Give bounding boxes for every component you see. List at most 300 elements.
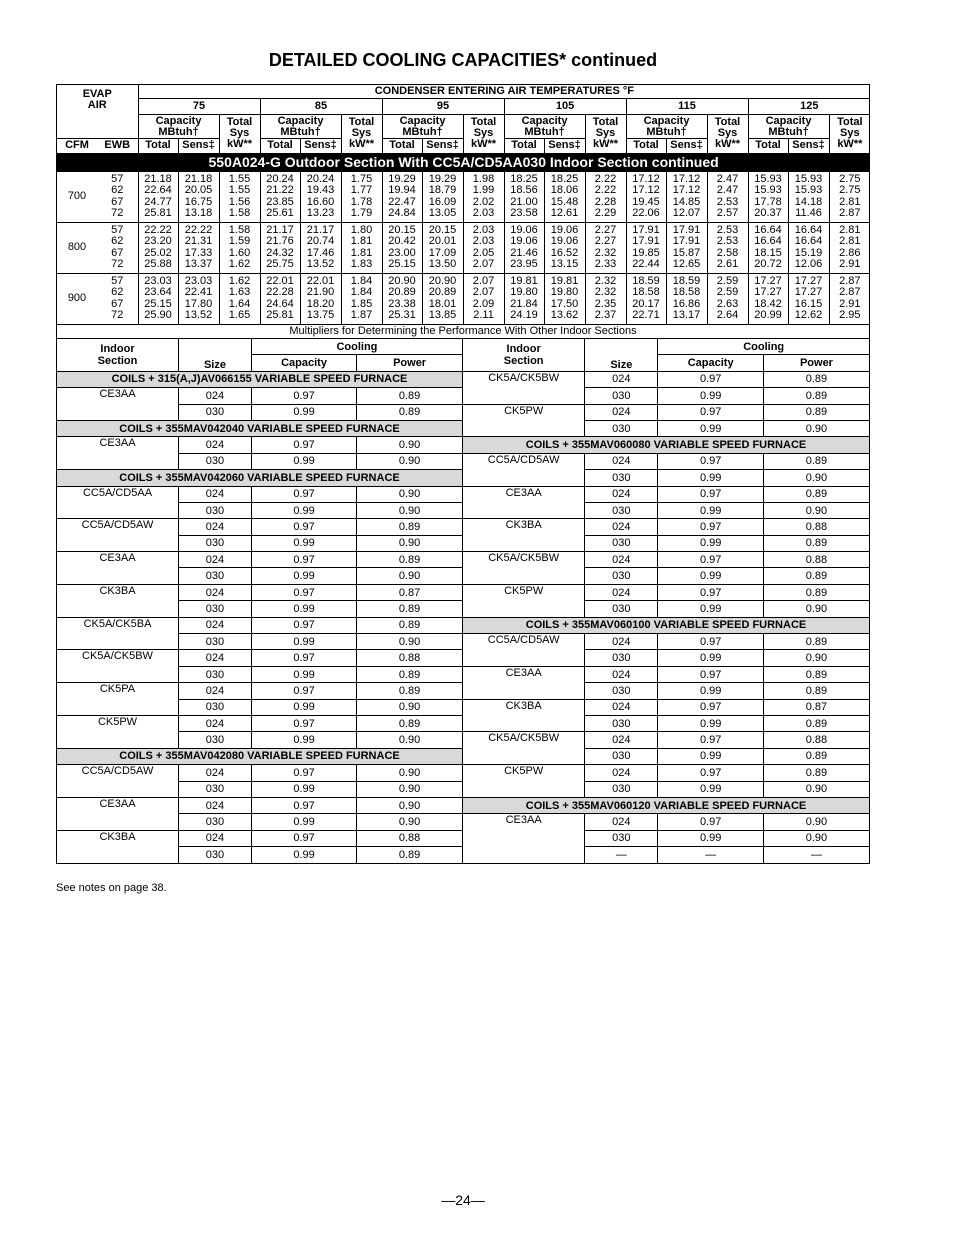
multiplier-size: 024: [179, 486, 252, 502]
power-subheader: Power: [763, 355, 869, 371]
indoor-section-name: CK5A/CK5BW: [463, 371, 585, 387]
capacity-value: 17.12: [672, 172, 701, 185]
capacity-value: 13.05: [428, 206, 457, 219]
multiplier-size: 024: [179, 830, 252, 846]
capacity-value: 2.95: [839, 309, 861, 322]
capacity-value: 2.91: [839, 257, 861, 270]
multiplier-cap: 0.99: [658, 535, 764, 551]
multiplier-row: [463, 715, 869, 731]
cfm-header-spacer: [57, 115, 138, 139]
indoor-section-name: [463, 601, 585, 617]
multiplier-cap: 0.99: [658, 388, 764, 404]
multiplier-cap: 0.99: [251, 535, 356, 551]
capacity-value: 16.64: [754, 235, 782, 248]
multiplier-cap: 0.97: [658, 584, 764, 600]
indoor-section-name: [463, 830, 585, 846]
multiplier-size: 030: [179, 699, 252, 715]
multiplier-pow: 0.89: [763, 453, 869, 469]
multiplier-row: [57, 568, 462, 584]
multiplier-row: [57, 797, 462, 813]
mbtuh-label: MBtuh†: [768, 125, 809, 138]
ewb-values: [97, 273, 138, 324]
multiplier-cap: 0.99: [658, 568, 764, 584]
air-label: AIR: [87, 98, 107, 111]
temp-header: 115: [626, 99, 748, 115]
multiplier-row: [463, 765, 869, 781]
capacity-header: [504, 115, 585, 139]
capacity-value: 1.58: [228, 206, 251, 219]
indoor-section-name: CK5A/CK5BW: [463, 552, 585, 568]
ewb-value: 62: [111, 235, 124, 248]
capacity-cell: [788, 273, 829, 324]
multiplier-pow: 0.88: [763, 519, 869, 535]
capacity-value: 2.86: [839, 246, 861, 259]
indoor-section-name: [57, 502, 179, 518]
capacity-cell: [829, 222, 870, 273]
multiplier-pow: 0.90: [357, 568, 462, 584]
multiplier-cap: 0.97: [658, 666, 764, 682]
multiplier-size: 030: [585, 601, 658, 617]
capacity-value: 13.15: [550, 257, 579, 270]
capacity-label: Capacity: [399, 114, 446, 127]
capacity-cell: [463, 273, 504, 324]
capacity-value: 13.52: [306, 257, 335, 270]
sens-header: Sens‡: [422, 139, 463, 153]
capacity-value: 2.22: [594, 172, 617, 185]
multiplier-size: 030: [585, 388, 658, 404]
capacity-cell: [666, 171, 707, 222]
capacity-value: 2.87: [839, 286, 861, 299]
capacity-value: 1.65: [228, 309, 251, 322]
multiplier-pow: 0.87: [763, 699, 869, 715]
indoor-section-name: [57, 535, 179, 551]
evap-air-header: [57, 85, 138, 115]
multiplier-pow: 0.89: [357, 683, 462, 699]
multiplier-cap: 0.97: [251, 486, 356, 502]
multiplier-size: 024: [585, 732, 658, 748]
multiplier-cap: 0.99: [251, 404, 356, 420]
capacity-value: 22.64: [144, 184, 172, 197]
total-sys-label: Total: [470, 116, 497, 129]
capacity-value: 1.62: [228, 257, 251, 270]
indoor-section-name: CK5PW: [57, 715, 179, 731]
multiplier-cap: 0.97: [251, 584, 356, 600]
capacity-value: 1.64: [228, 297, 251, 310]
multiplier-row: [463, 568, 869, 584]
indoor-section-name: CC5A/CD5AW: [463, 634, 585, 650]
capacity-value: 11.46: [795, 206, 822, 219]
multiplier-cap: 0.97: [251, 797, 356, 813]
multiplier-cap: 0.99: [251, 699, 356, 715]
capacity-value: 19.85: [632, 246, 660, 259]
multiplier-pow: 0.90: [357, 535, 462, 551]
multiplier-pow: 0.89: [763, 404, 869, 420]
multiplier-size: 024: [179, 797, 252, 813]
capacity-value: 2.37: [594, 309, 617, 322]
multiplier-cap: 0.99: [658, 748, 764, 764]
capacity-value: 2.03: [472, 206, 495, 219]
capacity-value: 1.60: [228, 246, 251, 259]
capacity-value: 24.19: [510, 309, 538, 322]
capacity-cell: [138, 171, 178, 222]
total-header: Total: [504, 139, 544, 153]
capacity-cell: [260, 273, 300, 324]
page-title: DETAILED COOLING CAPACITIES* continued: [268, 50, 658, 70]
indoor-section-name: CE3AA: [57, 552, 179, 568]
indoor-section-name: [463, 748, 585, 764]
capacity-value: 19.06: [550, 223, 579, 236]
multiplier-row: [57, 666, 462, 682]
multiplier-cap: 0.99: [251, 814, 356, 830]
multiplier-pow: 0.90: [763, 650, 869, 666]
capacity-value: 2.11: [473, 309, 494, 322]
multiplier-cap: 0.99: [251, 847, 356, 863]
capacity-value: 20.15: [428, 223, 457, 236]
multiplier-pow: 0.89: [357, 552, 462, 568]
capacity-subheader: Capacity: [658, 355, 764, 371]
capacity-value: 24.32: [266, 246, 294, 259]
multiplier-pow: 0.87: [357, 584, 462, 600]
multiplier-size: 030: [179, 453, 252, 469]
capacity-value: 1.56: [228, 195, 251, 208]
capacity-value: 23.95: [510, 257, 538, 270]
capacity-value: 18.59: [632, 275, 660, 288]
multiplier-pow: 0.88: [357, 830, 462, 846]
capacity-value: 1.55: [228, 172, 251, 185]
capacity-value: 14.18: [794, 195, 823, 208]
total-sys-label: kW**: [348, 138, 375, 151]
capacity-value: 22.22: [184, 223, 213, 236]
total-sys-label: kW**: [226, 138, 253, 151]
ewb-values: [97, 171, 138, 222]
capacity-cell: [382, 171, 422, 222]
multiplier-size: 030: [585, 650, 658, 666]
ewb-value: 67: [111, 195, 124, 208]
multiplier-row: [463, 650, 869, 666]
multiplier-size: 030: [179, 502, 252, 518]
power-subheader: Power: [357, 355, 462, 371]
multiplier-cap: —: [658, 847, 764, 863]
capacity-value: 20.17: [632, 297, 660, 310]
multiplier-cap: 0.97: [658, 404, 764, 420]
mbtuh-label: MBtuh†: [524, 125, 565, 138]
indoor-section-name: [463, 535, 585, 551]
capacity-cell: [138, 222, 178, 273]
multiplier-pow: 0.89: [357, 519, 462, 535]
multiplier-row: [463, 584, 869, 600]
multiplier-cap: 0.99: [251, 568, 356, 584]
capacity-cell: [422, 222, 463, 273]
capacity-value: 16.60: [306, 195, 335, 208]
cooling-header: Cooling: [336, 340, 378, 353]
section-banner-row: [57, 153, 870, 172]
capacity-header: [748, 115, 829, 139]
capacity-value: 2.81: [839, 223, 861, 236]
capacity-value: 1.75: [350, 172, 373, 185]
multiplier-size: 024: [179, 552, 252, 568]
multiplier-row: [463, 634, 869, 650]
multiplier-cap: 0.97: [658, 371, 764, 387]
multiplier-row: [57, 617, 462, 633]
multiplier-cap: 0.97: [658, 453, 764, 469]
capacity-value: 18.01: [428, 297, 457, 310]
capacity-cell: [178, 171, 219, 222]
capacity-value: 15.48: [550, 195, 579, 208]
multiplier-row: [57, 535, 462, 551]
indoor-section-name: CE3AA: [57, 797, 179, 813]
capacity-value: 23.85: [266, 195, 294, 208]
capacity-value: 24.64: [266, 297, 294, 310]
multiplier-table-left: [57, 339, 463, 863]
multiplier-pow: 0.89: [357, 666, 462, 682]
capacity-value: 24.77: [144, 195, 172, 208]
capacity-cell: [626, 171, 666, 222]
capacity-value: 21.00: [510, 195, 538, 208]
multiplier-row: [463, 388, 869, 404]
multiplier-pow: 0.89: [763, 388, 869, 404]
ewb-value: 72: [111, 206, 124, 219]
capacity-cell: [748, 222, 788, 273]
capacity-cell: [300, 171, 341, 222]
capacity-value: 16.75: [184, 195, 213, 208]
capacity-value: 22.28: [266, 286, 294, 299]
capacity-value: 23.20: [144, 235, 172, 248]
capacity-label: Capacity: [765, 114, 812, 127]
capacity-value: 21.76: [266, 235, 294, 248]
multiplier-row: [57, 847, 462, 863]
multiplier-row: [57, 502, 462, 518]
capacity-value: 12.06: [794, 257, 823, 270]
size-header: [179, 339, 252, 371]
furnace-section-label: COILS + 355MAV060120 VARIABLE SPEED FURNACE: [463, 797, 869, 813]
total-sys-kw-header: [463, 115, 504, 153]
capacity-cell: [219, 171, 260, 222]
total-header: Total: [748, 139, 788, 153]
multiplier-cap: 0.97: [658, 486, 764, 502]
capacity-cell: [504, 273, 544, 324]
multiplier-row: [463, 404, 869, 420]
capacity-label: Capacity: [277, 114, 324, 127]
multiplier-pow: 0.89: [357, 404, 462, 420]
total-sys-label: Total: [226, 116, 253, 129]
multiplier-row: [463, 814, 869, 830]
capacity-header: [626, 115, 707, 139]
multiplier-size: 024: [585, 552, 658, 568]
capacity-value: 1.79: [350, 206, 373, 219]
capacity-value: 19.80: [510, 286, 538, 299]
indoor-section-name: CK5PA: [57, 683, 179, 699]
capacity-value: 15.93: [794, 172, 823, 185]
multiplier-pow: 0.90: [763, 420, 869, 436]
multiplier-size: 024: [585, 814, 658, 830]
ewb-value: 72: [111, 309, 124, 322]
ewb-value: 57: [111, 223, 124, 236]
capacity-value: 17.12: [632, 172, 660, 185]
capacity-cell: [422, 273, 463, 324]
capacity-cell: [748, 171, 788, 222]
capacity-value: 16.09: [428, 195, 457, 208]
multiplier-pow: 0.89: [763, 584, 869, 600]
capacity-header: [260, 115, 341, 139]
indoor-section-name: CK5A/CK5BW: [463, 732, 585, 748]
ewb-value: 67: [111, 246, 124, 259]
capacity-value: 2.32: [594, 246, 617, 259]
capacity-value: 1.63: [228, 286, 251, 299]
capacity-value: 2.63: [716, 297, 739, 310]
condenser-header: CONDENSER ENTERING AIR TEMPERATURES °F: [138, 85, 870, 99]
sens-header: Sens‡: [178, 139, 219, 153]
capacity-value: 2.09: [472, 297, 495, 310]
capacity-value: 25.31: [388, 309, 416, 322]
capacity-table-box: [56, 84, 870, 864]
total-sys-label: Sys: [595, 127, 616, 140]
indoor-section-name: [463, 715, 585, 731]
multiplier-size: 024: [179, 584, 252, 600]
multiplier-cap: 0.97: [658, 519, 764, 535]
capacity-value: 25.88: [144, 257, 172, 270]
total-header: Total: [626, 139, 666, 153]
capacity-value: 22.01: [266, 275, 294, 288]
capacity-value: 20.24: [266, 172, 294, 185]
capacity-header: [138, 115, 219, 139]
capacity-value: 25.90: [144, 309, 172, 322]
multiplier-pow: 0.90: [763, 830, 869, 846]
capacity-value: 18.20: [306, 297, 335, 310]
capacity-cell: [626, 222, 666, 273]
capacity-value: 17.50: [550, 297, 579, 310]
multiplier-pow: 0.89: [763, 634, 869, 650]
capacity-value: 15.93: [794, 184, 823, 197]
capacity-value: 15.87: [672, 246, 701, 259]
multiplier-tables: [57, 339, 869, 863]
multiplier-cap: 0.99: [658, 830, 764, 846]
capacity-subheader: Capacity: [251, 355, 356, 371]
multiplier-cap: 0.97: [251, 830, 356, 846]
capacity-value: 19.81: [550, 275, 579, 288]
multiplier-row: [57, 552, 462, 568]
multiplier-cap: 0.97: [251, 519, 356, 535]
indoor-section-name: CK5PW: [463, 404, 585, 420]
indoor-section-name: CE3AA: [57, 388, 179, 404]
capacity-value: 25.02: [144, 246, 172, 259]
capacity-value: 25.81: [144, 206, 172, 219]
capacity-label: Capacity: [521, 114, 568, 127]
capacity-value: 1.84: [350, 286, 373, 299]
multiplier-cap: 0.99: [658, 420, 764, 436]
multiplier-pow: 0.90: [763, 601, 869, 617]
multiplier-size: 030: [585, 715, 658, 731]
multiplier-pow: 0.90: [357, 453, 462, 469]
multiplier-row: [463, 830, 869, 846]
indoor-section-name: [57, 453, 179, 469]
indoor-section-name: CE3AA: [463, 814, 585, 830]
capacity-value: 12.62: [794, 309, 823, 322]
capacity-value: 18.58: [632, 286, 660, 299]
furnace-section-row: [57, 470, 462, 486]
capacity-value: 1.80: [350, 223, 373, 236]
sens-header: Sens‡: [300, 139, 341, 153]
capacity-value: 19.29: [428, 172, 457, 185]
capacity-cell: [585, 171, 626, 222]
total-sys-label: Total: [837, 116, 863, 129]
capacity-value: 12.65: [672, 257, 701, 270]
capacity-value: 2.47: [716, 172, 739, 185]
total-sys-label: Sys: [229, 127, 250, 140]
capacity-value: 25.15: [144, 297, 172, 310]
indoor-section-name: [463, 470, 585, 486]
capacity-value: 19.43: [306, 184, 335, 197]
capacity-cell: [504, 222, 544, 273]
capacity-value: 15.93: [754, 184, 782, 197]
capacity-value: 2.27: [594, 235, 617, 248]
indoor-section-name: [57, 781, 179, 797]
furnace-section-row: [57, 420, 462, 436]
capacity-cell: [788, 171, 829, 222]
multiplier-size: 024: [179, 388, 252, 404]
capacity-cell: [341, 273, 382, 324]
multiplier-row: [463, 683, 869, 699]
furnace-section-label: COILS + 355MAV060080 VARIABLE SPEED FURNACE: [463, 437, 869, 453]
capacity-value: 2.64: [716, 309, 739, 322]
capacity-value: 20.15: [388, 223, 416, 236]
capacity-value: 2.47: [716, 184, 739, 197]
capacity-table: [57, 85, 870, 324]
capacity-value: 1.77: [350, 184, 373, 197]
capacity-value: 17.27: [754, 286, 782, 299]
capacity-value: 25.61: [266, 206, 294, 219]
capacity-cell: [707, 273, 748, 324]
capacity-cell: [626, 273, 666, 324]
indoor-section-name: CC5A/CD5AA: [57, 486, 179, 502]
cooling-header: Cooling: [743, 340, 785, 353]
indoor-section-name: [463, 683, 585, 699]
multiplier-row: [463, 420, 869, 436]
capacity-value: 23.64: [144, 286, 172, 299]
indoor-section-name: [57, 699, 179, 715]
multiplier-pow: 0.88: [763, 552, 869, 568]
capacity-value: 17.46: [306, 246, 335, 259]
capacity-value: 2.07: [472, 286, 495, 299]
multiplier-pow: 0.88: [763, 732, 869, 748]
capacity-value: 2.53: [716, 235, 739, 248]
capacity-value: 2.03: [472, 235, 495, 248]
capacity-value: 19.06: [550, 235, 579, 248]
indoor-section-name: [57, 601, 179, 617]
multiplier-pow: 0.89: [357, 388, 462, 404]
capacity-value: 24.84: [388, 206, 416, 219]
multiplier-row: [463, 552, 869, 568]
size-label: Size: [203, 358, 226, 371]
capacity-value: 22.41: [184, 286, 213, 299]
capacity-cell: [666, 273, 707, 324]
multiplier-pow: 0.90: [357, 732, 462, 748]
indoor-label: Indoor: [506, 342, 541, 355]
multiplier-pow: 0.90: [357, 781, 462, 797]
multiplier-cap: 0.97: [658, 765, 764, 781]
multiplier-cap: 0.99: [658, 502, 764, 518]
capacity-cell: [178, 222, 219, 273]
capacity-value: 1.58: [228, 223, 251, 236]
indoor-label: Indoor: [100, 342, 135, 355]
indoor-section-name: CK3BA: [463, 699, 585, 715]
capacity-value: 21.46: [510, 246, 538, 259]
capacity-value: 2.81: [839, 235, 861, 248]
cfm-group-row: [57, 222, 870, 273]
capacity-value: 21.18: [184, 172, 213, 185]
multiplier-size: —: [585, 847, 658, 863]
capacity-value: 21.31: [184, 235, 213, 248]
multiplier-cap: 0.97: [251, 437, 356, 453]
